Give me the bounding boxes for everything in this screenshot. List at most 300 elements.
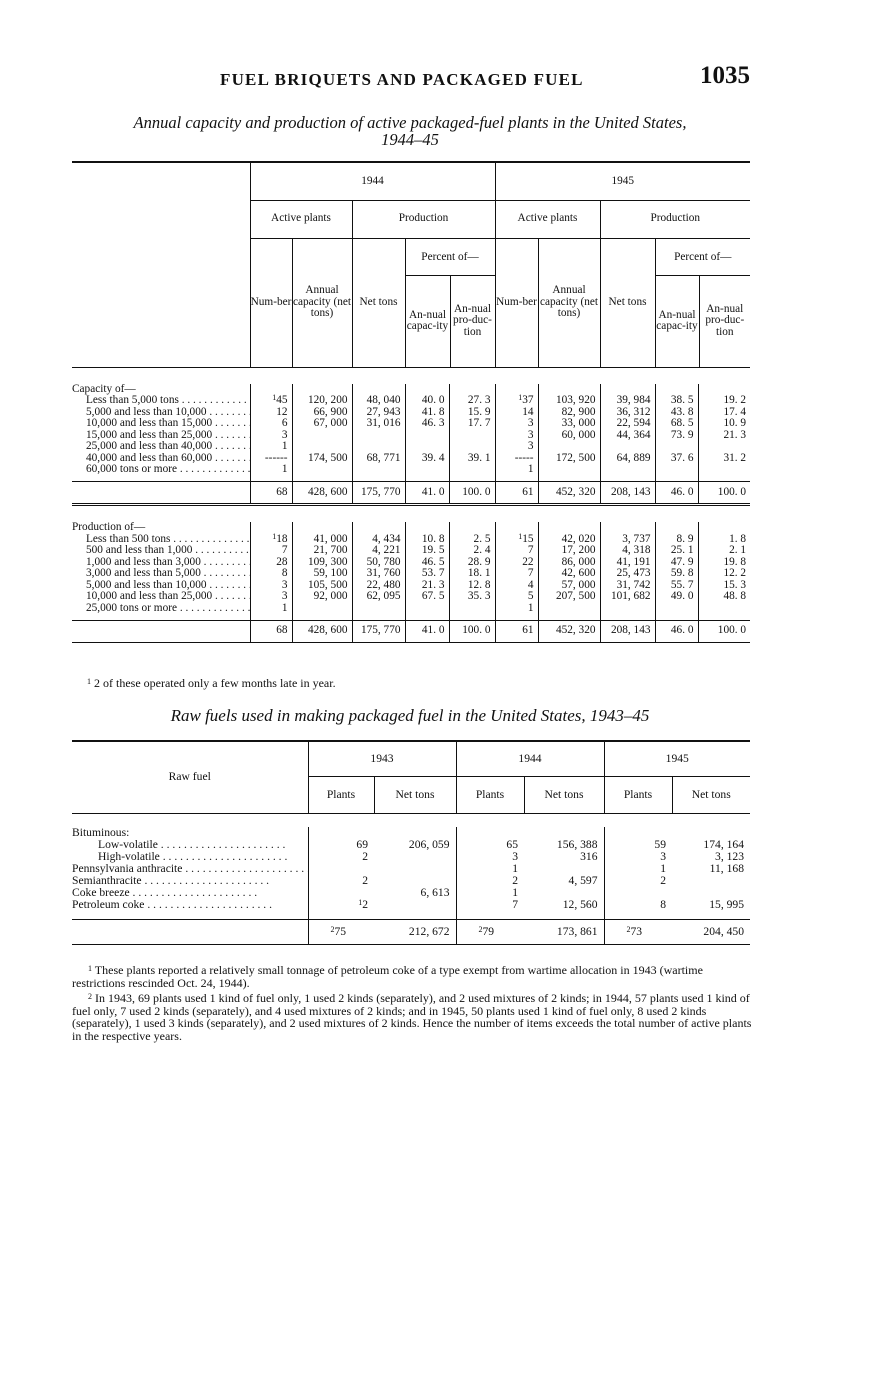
production-pct-capacity-1944: 46. 5 <box>405 557 449 569</box>
capacity-capacity-1944: 66, 900 <box>292 407 352 419</box>
capacity-net-tons-1945 <box>600 464 655 476</box>
production-net-tons-1945: 25, 473 <box>600 568 655 580</box>
fuel-label-text: Pennsylvania anthracite . . . <box>72 863 308 875</box>
production-row-label <box>72 591 250 603</box>
plants-1943: 2 <box>308 851 374 863</box>
net-tons-1944: 12, 560 <box>562 898 598 911</box>
production-capacity-1944: 21, 700 <box>292 545 352 557</box>
capacity-net-tons-1944 <box>352 441 405 453</box>
capacity-row-label-text: 25,000 and less than 40,000 . . . <box>72 441 250 452</box>
production-capacity-1944: 59, 100 <box>292 568 352 580</box>
header-active-plants-1945: Active plants <box>495 200 600 238</box>
header-pct-capacity-1944: An-nual capac-ity <box>406 308 449 332</box>
capacity-row-label <box>72 430 250 442</box>
production-pct-production-1944: 2. 5 <box>449 534 495 546</box>
capacity-total-net-tons-1945: 208, 143 <box>600 482 655 505</box>
header-net-tons-1944: Net tons <box>352 238 405 367</box>
raw-fuels-table <box>72 740 750 945</box>
capacity-pct-capacity-1944: 40. 0 <box>405 395 449 407</box>
net-tons-1944: 4, 597 <box>568 874 598 887</box>
total-plants-1945: $^2$73 <box>604 919 672 944</box>
capacity-capacity-1944: 174, 500 <box>292 453 352 465</box>
capacity-pct-capacity-1944: 39. 4 <box>405 453 449 465</box>
plants-1944: 3 <box>456 851 524 863</box>
total-net-tons-1944: 173, 861 <box>524 919 604 944</box>
header-production-1945: Production <box>600 200 750 238</box>
total-net-tons-1945: 204, 450 <box>672 919 750 944</box>
production-net-tons-1945: 41, 191 <box>600 557 655 569</box>
capacity-row <box>72 453 750 465</box>
production-pct-capacity-1944 <box>405 603 449 615</box>
capacity-row-label-text: 10,000 and less than 15,000 . . . <box>72 418 250 429</box>
capacity-net-tons-1944: 48, 040 <box>352 395 405 407</box>
capacity-net-tons-1945: 22, 594 <box>600 418 655 430</box>
production-pct-production-1944: 35. 3 <box>449 591 495 603</box>
production-pct-production-1945: 2. 1 <box>698 545 750 557</box>
capacity-number-1945-note: 1 <box>518 393 523 402</box>
capacity-capacity-1945 <box>538 441 600 453</box>
fuel-label <box>72 887 308 899</box>
header-net-tons-1945: Net tons <box>672 776 750 813</box>
production-pct-capacity-1945: 25. 1 <box>655 545 698 557</box>
production-net-tons-1945 <box>600 603 655 615</box>
production-total-capacity-1945: 452, 320 <box>538 620 600 642</box>
production-row-label-text: 25,000 tons or more . . . <box>72 603 250 614</box>
net-tons-1945: 11, 168 <box>709 862 744 875</box>
production-total-pct-capacity-1945: 46. 0 <box>655 620 698 642</box>
total-plants-1945-note: 2 <box>626 924 631 934</box>
production-row <box>72 568 750 580</box>
production-number-1945: 7 <box>495 545 538 557</box>
table1-footnote <box>87 676 336 691</box>
capacity-pct-production-1944: 15. 9 <box>449 407 495 419</box>
production-pct-capacity-1944: 19. 5 <box>405 545 449 557</box>
production-row-label-text: 500 and less than 1,000 . . . <box>72 545 250 556</box>
header-active-plants-1944: Active plants <box>250 200 352 238</box>
production-pct-production-1945 <box>698 603 750 615</box>
capacity-total-pct-production-1944: 100. 0 <box>449 482 495 505</box>
capacity-row-label-text: 15,000 and less than 25,000 . . . <box>72 430 250 441</box>
net-tons-1943 <box>374 851 456 863</box>
production-total-label <box>72 620 250 642</box>
capacity-pct-production-1944: 27. 3 <box>449 395 495 407</box>
header-net-tons-1945: Net tons <box>600 238 655 367</box>
production-pct-capacity-1944: 53. 7 <box>405 568 449 580</box>
production-number-1945: 5 <box>495 591 538 603</box>
production-total-pct-production-1945: 100. 0 <box>698 620 750 642</box>
total-plants-1943: $^2$75 <box>308 919 374 944</box>
capacity-capacity-1944: 67, 000 <box>292 418 352 430</box>
raw-fuels-body <box>72 813 750 944</box>
stub-header <box>72 162 250 367</box>
capacity-row-label <box>72 441 250 453</box>
capacity-total-number-1945: 61 <box>495 482 538 505</box>
capacity-total-net-tons-1944: 175, 770 <box>352 482 405 505</box>
net-tons-1943: 206, 059 <box>408 838 450 851</box>
capacity-number-1945: 3 <box>495 430 538 442</box>
fuel-total-label <box>72 919 308 944</box>
production-net-tons-1944: 4, 434 <box>352 534 405 546</box>
capacity-pct-capacity-1945: 73. 9 <box>655 430 698 442</box>
production-net-tons-1945: 101, 682 <box>600 591 655 603</box>
header-pct-capacity-1945: An-nual capac-ity <box>656 308 698 332</box>
capacity-section <box>72 367 750 505</box>
plants-1945: 1 <box>604 863 672 875</box>
production-row-label-text: 1,000 and less than 3,000 . . . <box>72 557 250 568</box>
production-row-label <box>72 568 250 580</box>
production-pct-capacity-1945 <box>655 603 698 615</box>
production-capacity-1944 <box>292 603 352 615</box>
header-1945: 1945 <box>604 741 750 776</box>
production-heading-row <box>72 522 750 534</box>
capacity-total-pct-capacity-1945: 46. 0 <box>655 482 698 505</box>
capacity-total-number-1944: 68 <box>250 482 292 505</box>
production-number-1944: 28 <box>250 557 292 569</box>
capacity-capacity-1945: 172, 500 <box>538 453 600 465</box>
capacity-number-1944: 3 <box>250 430 292 442</box>
fuel-label-text: High-volatile . . . <box>72 851 287 863</box>
table2-title: Raw fuels used in making packaged fuel in the United States, 1943–45 <box>170 706 650 725</box>
table2-notes <box>72 964 752 1045</box>
production-pct-production-1945: 12. 2 <box>698 568 750 580</box>
capacity-total-label <box>72 482 250 505</box>
footnote <box>72 992 752 1042</box>
plants-1945: 59 <box>604 839 672 851</box>
net-tons-1945: 3, 123 <box>715 850 744 863</box>
production-number-1945: 4 <box>495 580 538 592</box>
capacity-pct-capacity-1944: 41. 8 <box>405 407 449 419</box>
capacity-pct-production-1944 <box>449 441 495 453</box>
production-pct-capacity-1945: 47. 9 <box>655 557 698 569</box>
capacity-capacity-1944 <box>292 430 352 442</box>
capacity-pct-capacity-1945: 38. 5 <box>655 395 698 407</box>
capacity-pct-production-1944: 17. 7 <box>449 418 495 430</box>
capacity-production-table <box>72 161 750 643</box>
production-net-tons-1944 <box>352 603 405 615</box>
production-total-net-tons-1945: 208, 143 <box>600 620 655 642</box>
production-net-tons-1944: 31, 760 <box>352 568 405 580</box>
footnote <box>72 964 752 989</box>
plants-1944: 2 <box>456 875 524 887</box>
production-number-1944: 8 <box>250 568 292 580</box>
production-total-pct-capacity-1944: 41. 0 <box>405 620 449 642</box>
production-total-pct-production-1944: 100. 0 <box>449 620 495 642</box>
capacity-number-1945: 3 <box>495 418 538 430</box>
production-row <box>72 545 750 557</box>
production-row-label <box>72 534 250 546</box>
production-row-label <box>72 580 250 592</box>
capacity-net-tons-1945: 39, 984 <box>600 395 655 407</box>
capacity-pct-capacity-1944 <box>405 441 449 453</box>
production-capacity-1944: 41, 000 <box>292 534 352 546</box>
plants-1944: 65 <box>456 839 524 851</box>
capacity-net-tons-1945: 36, 312 <box>600 407 655 419</box>
capacity-pct-production-1945: 17. 4 <box>698 407 750 419</box>
fuel-label-text: Semianthracite . . . <box>72 875 269 887</box>
capacity-row-label <box>72 395 250 407</box>
page-number: 1035 <box>700 62 750 89</box>
running-head <box>70 62 750 98</box>
production-pct-production-1944: 28. 9 <box>449 557 495 569</box>
production-total-net-tons-1944: 175, 770 <box>352 620 405 642</box>
capacity-pct-capacity-1945 <box>655 441 698 453</box>
table1-title-line1: Annual capacity and production of active packaged-fuel plants in the United States, <box>133 113 687 132</box>
production-net-tons-1944: 50, 780 <box>352 557 405 569</box>
capacity-capacity-1945: 82, 900 <box>538 407 600 419</box>
production-section <box>72 505 750 643</box>
production-total-capacity-1944: 428, 600 <box>292 620 352 642</box>
production-capacity-1944: 92, 000 <box>292 591 352 603</box>
capacity-total-capacity-1945: 452, 320 <box>538 482 600 505</box>
production-total-number-1945: 61 <box>495 620 538 642</box>
capacity-net-tons-1944: 31, 016 <box>352 418 405 430</box>
production-number-1944: 3 <box>250 591 292 603</box>
capacity-pct-capacity-1945 <box>655 464 698 476</box>
plants-1944: 7 <box>456 899 524 911</box>
capacity-net-tons-1945: 44, 364 <box>600 430 655 442</box>
capacity-net-tons-1944: 27, 943 <box>352 407 405 419</box>
production-number-1945: 1 <box>495 603 538 615</box>
net-tons-1944: 156, 388 <box>556 838 598 851</box>
plants-1943: 2 <box>308 875 374 887</box>
capacity-pct-production-1945 <box>698 464 750 476</box>
production-row-label-text: 3,000 and less than 5,000 . . . <box>72 568 250 579</box>
fuel-label <box>72 863 308 875</box>
capacity-net-tons-1945 <box>600 441 655 453</box>
table1-footnote-text: 2 of these operated only a few months late in year. <box>94 676 336 690</box>
header-annual-capacity-1945: Annual capacity (net tons) <box>538 238 600 367</box>
capacity-number-1944: 6 <box>250 418 292 430</box>
capacity-pct-production-1945: 21. 3 <box>698 430 750 442</box>
header-1944: 1944 <box>250 162 495 200</box>
production-pct-capacity-1945: 59. 8 <box>655 568 698 580</box>
capacity-number-1944: $^1$45 <box>250 395 292 407</box>
production-number-1944: 3 <box>250 580 292 592</box>
production-number-1945: $^1$15 <box>495 534 538 546</box>
production-pct-capacity-1945: 8. 9 <box>655 534 698 546</box>
capacity-number-1945: 3 <box>495 441 538 453</box>
production-net-tons-1945: 31, 742 <box>600 580 655 592</box>
total-plants-1944: $^2$79 <box>456 919 524 944</box>
header-production-1944: Production <box>352 200 495 238</box>
capacity-capacity-1944 <box>292 464 352 476</box>
header-net-tons-1943: Net tons <box>374 776 456 813</box>
header-number-1944: Num-ber <box>250 238 292 367</box>
production-row-label <box>72 557 250 569</box>
capacity-pct-production-1944 <box>449 430 495 442</box>
fuel-row <box>72 887 750 899</box>
production-number-1945: 22 <box>495 557 538 569</box>
production-pct-production-1945: 48. 8 <box>698 591 750 603</box>
capacity-capacity-1945: 33, 000 <box>538 418 600 430</box>
production-row-label-text: Less than 500 tons . . . <box>72 534 250 545</box>
running-title: FUEL BRIQUETS AND PACKAGED FUEL <box>220 70 584 89</box>
table1-title <box>70 114 750 148</box>
production-net-tons-1944: 4, 221 <box>352 545 405 557</box>
production-row-label <box>72 545 250 557</box>
production-pct-capacity-1944: 21. 3 <box>405 580 449 592</box>
capacity-heading: Capacity of— <box>72 382 136 395</box>
footnote-text: These plants reported a relatively small tonnage of petroleum coke of a type exempt from wartime allocation in 1943 (wartime restrictions rescinded Oct. 24, 1944). <box>72 963 703 990</box>
net-tons-1945: 15, 995 <box>709 898 744 911</box>
net-tons-1943: 6, 613 <box>420 886 450 899</box>
capacity-number-1945: 1 <box>495 464 538 476</box>
net-tons-1945 <box>672 875 750 887</box>
total-plants-1944-note: 2 <box>478 924 483 934</box>
fuel-label-text: Low-volatile . . . <box>72 839 285 851</box>
fuel-label <box>72 875 308 887</box>
production-capacity-1945: 86, 000 <box>538 557 600 569</box>
footnote-mark: 2 <box>88 992 92 1001</box>
capacity-pct-production-1945: 19. 2 <box>698 395 750 407</box>
plants-1943: $^1$2 <box>308 899 374 911</box>
production-pct-production-1944: 2. 4 <box>449 545 495 557</box>
header-annual-capacity-1944: Annual capacity (net tons) <box>292 238 352 367</box>
capacity-number-1945: 14 <box>495 407 538 419</box>
capacity-number-1944: ------ <box>250 453 292 465</box>
capacity-row <box>72 395 750 407</box>
net-tons-1945: 174, 164 <box>703 838 744 851</box>
header-1944: 1944 <box>456 741 604 776</box>
capacity-number-1944: 12 <box>250 407 292 419</box>
capacity-pct-production-1944 <box>449 464 495 476</box>
header-1943: 1943 <box>308 741 456 776</box>
production-capacity-1945 <box>538 603 600 615</box>
net-tons-1944: 316 <box>580 850 598 863</box>
footnote-text: In 1943, 69 plants used 1 kind of fuel only, 1 used 2 kinds (separately), and 2 used mixtures of 2 kinds; in 1944, 57 plants used 1 kind of fuel only, 7 used 2 kinds (separately), and 4 used mixtures of 2 kinds; and in 1945, 50 plants used 1 kind of fuel only, 8 used 2 kinds (separately), 1 used 3 kinds (separately), and 2 used mixtures of 2 kinds. Hence the number of items exceeds the total number of active plants in the respective years. <box>72 991 752 1043</box>
production-pct-production-1944 <box>449 603 495 615</box>
header-pct-production-1944: An-nual pro-duc-tion <box>450 276 495 367</box>
production-capacity-1945: 42, 020 <box>538 534 600 546</box>
production-capacity-1944: 105, 500 <box>292 580 352 592</box>
capacity-pct-capacity-1945: 68. 5 <box>655 418 698 430</box>
fuel-label-text: Petroleum coke . . . <box>72 899 272 911</box>
header-1945: 1945 <box>495 162 750 200</box>
capacity-total-row <box>72 482 750 505</box>
plants-1945: 8 <box>604 899 672 911</box>
production-pct-production-1944: 18. 1 <box>449 568 495 580</box>
capacity-total-pct-capacity-1944: 41. 0 <box>405 482 449 505</box>
fuel-spacer <box>72 911 750 919</box>
production-capacity-1945: 57, 000 <box>538 580 600 592</box>
total-plants-1943-note: 2 <box>330 924 335 934</box>
header-plants-1944: Plants <box>456 776 524 813</box>
production-pct-capacity-1944: 10. 8 <box>405 534 449 546</box>
plants-1945: 3 <box>604 851 672 863</box>
production-row-label <box>72 603 250 615</box>
header-net-tons-1944: Net tons <box>524 776 604 813</box>
capacity-net-tons-1944: 68, 771 <box>352 453 405 465</box>
production-capacity-1945: 17, 200 <box>538 545 600 557</box>
capacity-row-label-text: Less than 5,000 tons . . . <box>72 395 250 406</box>
capacity-total-pct-production-1945: 100. 0 <box>698 482 750 505</box>
production-pct-capacity-1944: 67. 5 <box>405 591 449 603</box>
plants-1944: 1 <box>456 887 524 899</box>
percent-of-block-1945 <box>655 238 750 367</box>
capacity-row-label-text: 5,000 and less than 10,000 . . . <box>72 407 250 418</box>
capacity-number-1945: $^1$37 <box>495 395 538 407</box>
production-row-label-text: 5,000 and less than 10,000 . . . <box>72 580 250 591</box>
header-raw-fuel: Raw fuel <box>72 741 308 813</box>
footnote-mark: 1 <box>88 964 92 973</box>
fuel-label <box>72 851 308 863</box>
capacity-net-tons-1944 <box>352 464 405 476</box>
production-number-1944: 7 <box>250 545 292 557</box>
fuel-row <box>72 875 750 887</box>
production-net-tons-1944: 62, 095 <box>352 591 405 603</box>
production-net-tons-1944: 22, 480 <box>352 580 405 592</box>
capacity-pct-production-1945 <box>698 441 750 453</box>
fuel-row <box>72 863 750 875</box>
fuel-label <box>72 839 308 851</box>
production-pct-production-1944: 12. 8 <box>449 580 495 592</box>
production-heading: Production of— <box>72 521 146 533</box>
header-number-1945: Num-ber <box>495 238 538 367</box>
production-row-label-text: 10,000 and less than 25,000 . . . <box>72 591 250 602</box>
capacity-row-label-text: 40,000 and less than 60,000 . . . <box>72 453 250 464</box>
production-total-number-1944: 68 <box>250 620 292 642</box>
capacity-number-1944: 1 <box>250 464 292 476</box>
production-pct-capacity-1945: 55. 7 <box>655 580 698 592</box>
capacity-total-capacity-1944: 428, 600 <box>292 482 352 505</box>
production-capacity-1945: 42, 600 <box>538 568 600 580</box>
production-capacity-1944: 109, 300 <box>292 557 352 569</box>
production-pct-capacity-1945: 49. 0 <box>655 591 698 603</box>
capacity-row-label <box>72 464 250 476</box>
capacity-pct-capacity-1944: 46. 3 <box>405 418 449 430</box>
table1-footnote-mark: 1 <box>87 677 91 686</box>
capacity-net-tons-1945: 64, 889 <box>600 453 655 465</box>
capacity-row-label <box>72 418 250 430</box>
plants-1945: 2 <box>604 875 672 887</box>
capacity-number-1944: 1 <box>250 441 292 453</box>
production-pct-production-1945: 1. 8 <box>698 534 750 546</box>
production-pct-production-1945: 15. 3 <box>698 580 750 592</box>
capacity-row <box>72 464 750 476</box>
fuel-label <box>72 899 308 911</box>
capacity-capacity-1944: 120, 200 <box>292 395 352 407</box>
production-total-row <box>72 620 750 642</box>
capacity-pct-production-1945: 10. 9 <box>698 418 750 430</box>
production-number-1945-note: 1 <box>518 531 523 541</box>
production-row <box>72 591 750 603</box>
capacity-capacity-1945: 103, 920 <box>538 395 600 407</box>
capacity-row <box>72 430 750 442</box>
table1-title-line2: 1944–45 <box>381 130 439 149</box>
capacity-capacity-1944 <box>292 441 352 453</box>
fuel-total-row <box>72 919 750 944</box>
capacity-pct-capacity-1945: 43. 8 <box>655 407 698 419</box>
capacity-pct-production-1944: 39. 1 <box>449 453 495 465</box>
header-pct-production-1945: An-nual pro-duc-tion <box>699 276 751 367</box>
fuel-label-text: Coke breeze . . . <box>72 887 257 899</box>
total-net-tons-1943: 212, 672 <box>374 919 456 944</box>
capacity-row <box>72 441 750 453</box>
capacity-pct-capacity-1944 <box>405 430 449 442</box>
fuel-row <box>72 899 750 911</box>
production-pct-production-1945: 19. 8 <box>698 557 750 569</box>
production-number-1944-note: 1 <box>272 531 277 541</box>
header-percent-of-1944: Percent of— <box>406 239 495 276</box>
percent-of-block-1944 <box>405 238 495 367</box>
capacity-pct-production-1945: 31. 2 <box>698 453 750 465</box>
plants-1943-note: 1 <box>358 898 363 907</box>
production-net-tons-1945: 3, 737 <box>600 534 655 546</box>
capacity-row-label-text: 60,000 tons or more . . . <box>72 464 250 475</box>
production-row <box>72 603 750 615</box>
plants-1944: 1 <box>456 863 524 875</box>
capacity-row-label <box>72 453 250 465</box>
